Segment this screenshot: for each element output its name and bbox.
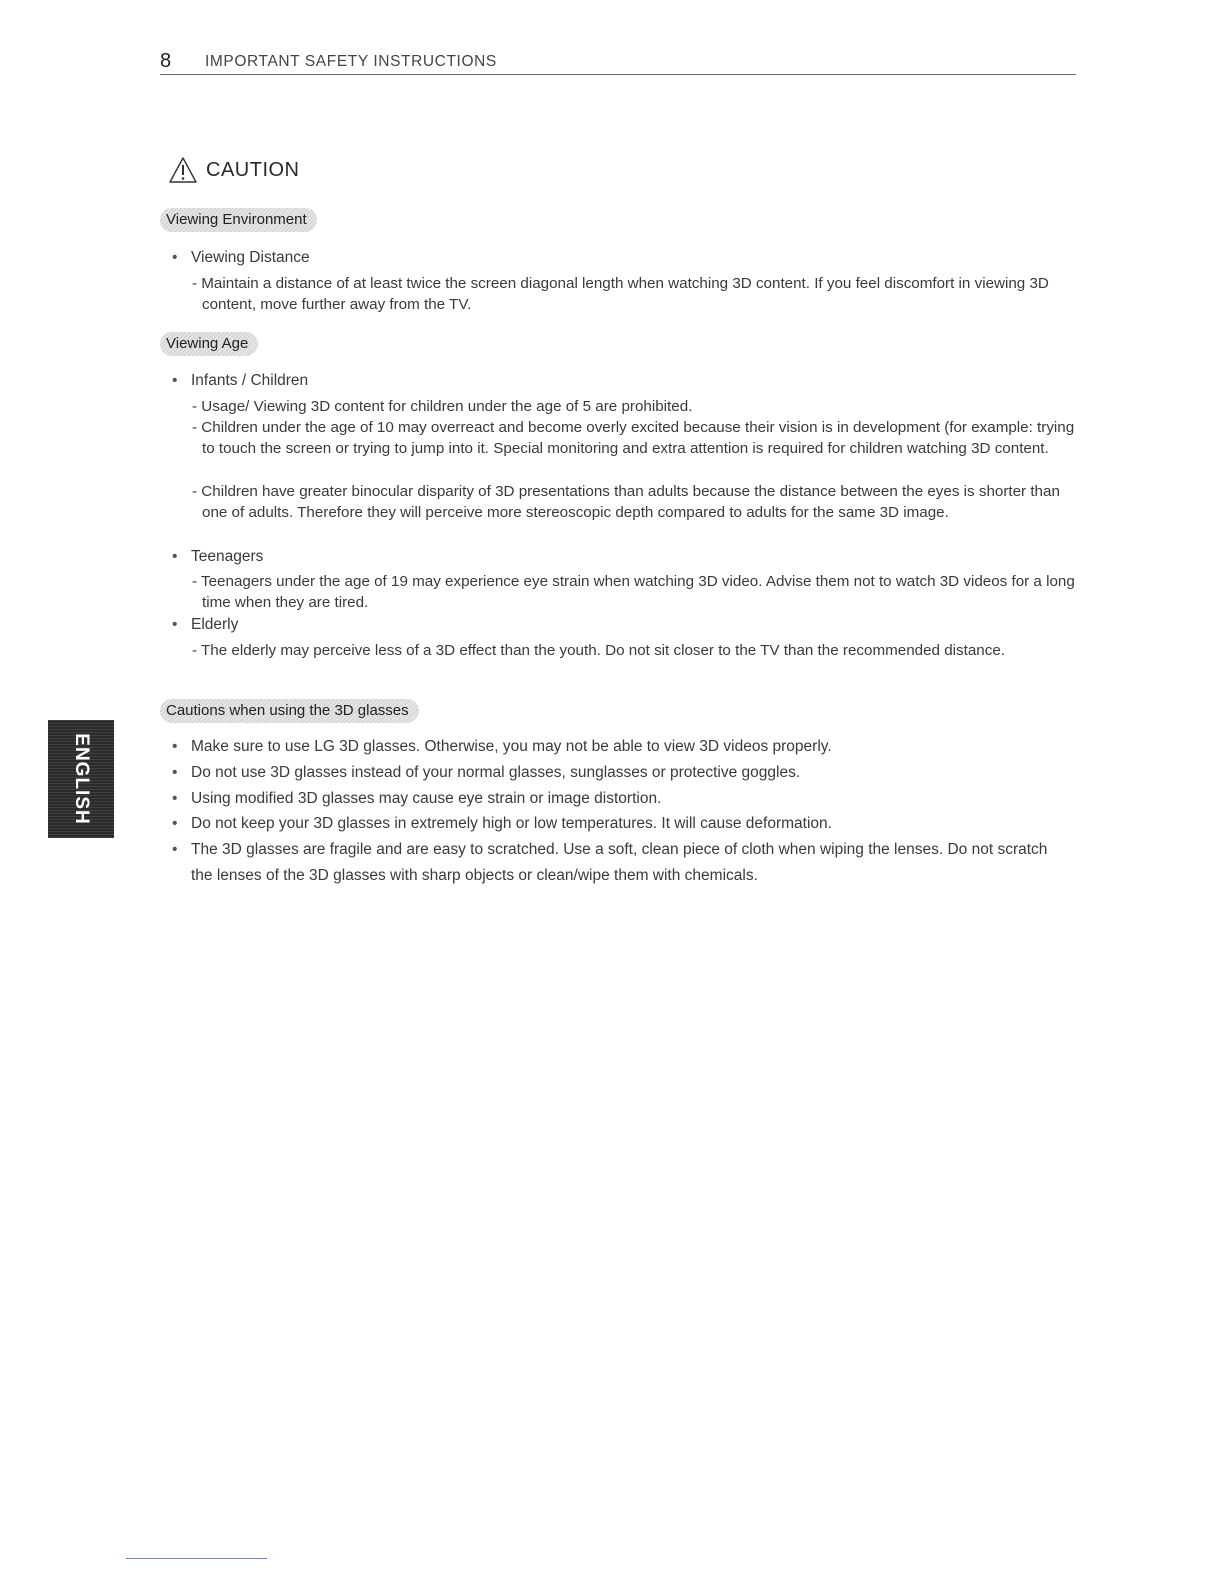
- teenagers-text: - Teenagers under the age of 19 may experience eye strain when watching 3D video. Advise them not to watch 3D videos for a long time when they are tired.: [188, 571, 1080, 613]
- glasses-item-4: • Do not keep your 3D glasses in extremely high or low temperatures. It will cause deformation.: [172, 811, 1072, 837]
- page-number: 8: [160, 50, 172, 72]
- infants-item-2: - Children under the age of 10 may overreact and become overly excited because their vision is in development (for example: trying to touch the screen or trying to jump into it. Special monitoring and extra attention is required for children watching 3D content.: [188, 417, 1080, 459]
- infants-item-3: - Children have greater binocular disparity of 3D presentations than adults because the distance between the eyes is shorter than one of adults. Therefore they will perceive more stereoscopic depth compared to adults for the same 3D image.: [188, 481, 1080, 523]
- warning-triangle-icon: [168, 156, 198, 184]
- glasses-item-3: • Using modified 3D glasses may cause eye strain or image distortion.: [172, 786, 1072, 812]
- viewing-distance-text: - Maintain a distance of at least twice the screen diagonal length when watching 3D content. If you feel discomfort in viewing 3D content, move further away from the TV.: [188, 273, 1080, 315]
- infants-item-1: - Usage/ Viewing 3D content for children under the age of 5 are prohibited.: [188, 396, 1080, 417]
- bullet-label: Viewing Distance: [191, 249, 310, 266]
- page-header: [160, 50, 1076, 75]
- caution-title: CAUTION: [206, 158, 300, 181]
- running-title: IMPORTANT SAFETY INSTRUCTIONS: [205, 53, 497, 70]
- elderly-text: - The elderly may perceive less of a 3D effect than the youth. Do not sit closer to the TV than the recommended distance.: [188, 640, 1080, 661]
- bullet-label: Infants / Children: [191, 372, 309, 389]
- glasses-item-1: • Make sure to use LG 3D glasses. Otherwise, you may not be able to view 3D videos properly.: [172, 734, 1072, 760]
- section-heading-viewing-age: Viewing Age: [160, 332, 258, 356]
- glasses-item-5: • The 3D glasses are fragile and are easy to scratched. Use a soft, clean piece of cloth when wiping the lenses. Do not scratch the lenses of the 3D glasses with sharp objects or clean/wipe them with chemicals.: [172, 837, 1072, 888]
- footer-rule: [126, 1558, 267, 1559]
- language-side-tab: [48, 720, 114, 838]
- section-heading-viewing-environment: Viewing Environment: [160, 208, 317, 232]
- bullet-label: Elderly: [191, 616, 239, 633]
- caution-heading: [168, 154, 300, 186]
- bullet-label: Teenagers: [191, 548, 264, 565]
- language-label: ENGLISH: [71, 733, 92, 825]
- glasses-item-2: • Do not use 3D glasses instead of your normal glasses, sunglasses or protective goggles.: [172, 760, 1072, 786]
- section-heading-3d-glasses: Cautions when using the 3D glasses: [160, 699, 419, 723]
